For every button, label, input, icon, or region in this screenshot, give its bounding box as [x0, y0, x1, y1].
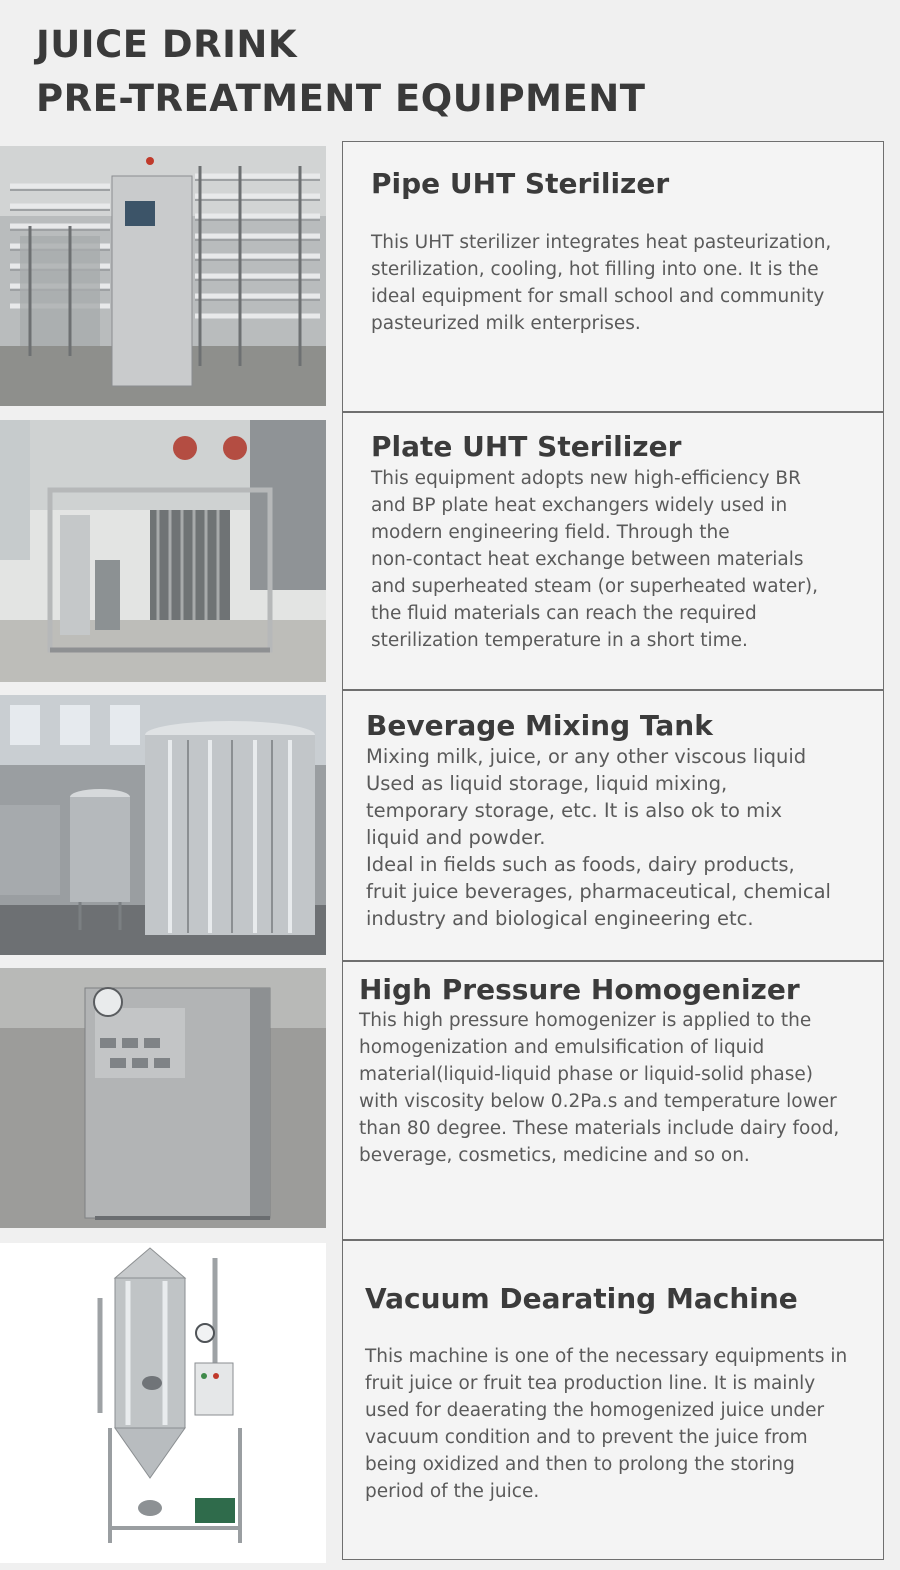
description-line: with viscosity below 0.2Pa.s and temperature lower	[359, 1091, 837, 1112]
description-line: vacuum condition and to prevent the juice from	[365, 1427, 808, 1448]
high-pressure-homogenizer-photo	[0, 968, 326, 1228]
product-description	[366, 743, 831, 932]
product-title: Plate UHT Sterilizer	[371, 430, 682, 463]
description-line: period of the juice.	[365, 1481, 540, 1502]
page-title-line2: PRE-TREATMENT EQUIPMENT	[36, 77, 646, 120]
product-description	[371, 465, 818, 654]
description-line: liquid and powder.	[366, 826, 546, 849]
product-title: Beverage Mixing Tank	[366, 709, 713, 742]
description-line: modern engineering field. Through the	[371, 522, 730, 543]
description-line: temporary storage, etc. It is also ok to mix	[366, 799, 783, 822]
beverage-mixing-tank-photo	[0, 695, 326, 955]
description-line: sterilization, cooling, hot filling into one. It is the	[371, 259, 819, 280]
description-line: homogenization and emulsification of liquid	[359, 1037, 765, 1058]
description-line: This high pressure homogenizer is applied to the	[359, 1010, 812, 1031]
description-line: fruit juice beverages, pharmaceutical, chemical	[366, 880, 831, 903]
page-title	[36, 18, 645, 126]
plate-uht-sterilizer-photo	[0, 420, 326, 682]
description-line: material(liquid-liquid phase or liquid-solid phase)	[359, 1064, 813, 1085]
description-line: industry and biological engineering etc.	[366, 907, 754, 930]
description-line: ideal equipment for small school and community	[371, 286, 825, 307]
description-line: Mixing milk, juice, or any other viscous liquid	[366, 745, 807, 768]
page-title-line1: JUICE DRINK	[36, 23, 297, 66]
product-description	[365, 1343, 847, 1505]
vacuum-dearating-machine-panel	[342, 1240, 884, 1560]
description-line: This UHT sterilizer integrates heat pasteurization,	[371, 232, 832, 253]
description-line: sterilization temperature in a short time.	[371, 630, 748, 651]
description-line: than 80 degree. These materials include dairy food,	[359, 1118, 840, 1139]
plate-uht-sterilizer-panel	[342, 412, 884, 690]
beverage-mixing-tank-panel	[342, 690, 884, 961]
description-line: pasteurized milk enterprises.	[371, 313, 641, 334]
description-line: This equipment adopts new high-efficiency BR	[371, 468, 801, 489]
product-title: Pipe UHT Sterilizer	[371, 167, 670, 200]
product-title: High Pressure Homogenizer	[359, 973, 800, 1006]
description-line: beverage, cosmetics, medicine and so on.	[359, 1145, 750, 1166]
pipe-uht-sterilizer-photo	[0, 146, 326, 406]
vacuum-dearating-machine-photo	[0, 1243, 326, 1563]
description-line: Ideal in fields such as foods, dairy products,	[366, 853, 795, 876]
product-description	[359, 1007, 839, 1169]
description-line: and superheated steam (or superheated water),	[371, 576, 818, 597]
description-line: non-contact heat exchange between materials	[371, 549, 804, 570]
description-line: and BP plate heat exchangers widely used in	[371, 495, 788, 516]
product-description	[371, 229, 831, 337]
description-line: used for deaerating the homogenized juice under	[365, 1400, 825, 1421]
description-line: fruit juice or fruit tea production line. It is mainly	[365, 1373, 816, 1394]
description-line: Used as liquid storage, liquid mixing,	[366, 772, 728, 795]
description-line: This machine is one of the necessary equipments in	[365, 1346, 848, 1367]
high-pressure-homogenizer-panel	[342, 961, 884, 1240]
pipe-uht-sterilizer-panel	[342, 141, 884, 412]
description-line: the fluid materials can reach the required	[371, 603, 757, 624]
description-line: being oxidized and then to prolong the storing	[365, 1454, 795, 1475]
product-title: Vacuum Dearating Machine	[365, 1282, 798, 1315]
